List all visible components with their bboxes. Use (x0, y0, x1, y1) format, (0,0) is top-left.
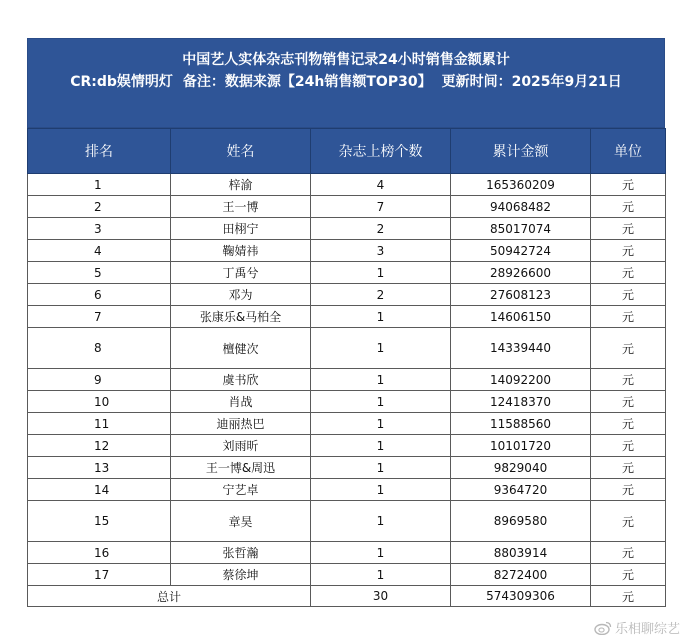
source-note: 备注：数据来源【24h销售额TOP30】 (182, 74, 432, 90)
table-row (28, 369, 666, 391)
table-row (28, 262, 666, 284)
sales-table (27, 128, 666, 607)
amount-cell: 9364720 (451, 479, 591, 501)
unit-cell: 元 (591, 240, 666, 262)
amount-cell: 12418370 (451, 391, 591, 413)
count-cell: 1 (311, 542, 451, 564)
name-cell: 鞠婧祎 (171, 240, 311, 262)
table-row (28, 240, 666, 262)
unit-cell: 元 (591, 284, 666, 306)
table-row (28, 435, 666, 457)
rank-cell: 16 (28, 542, 171, 564)
rank-cell: 12 (28, 435, 171, 457)
name-cell: 刘雨昕 (171, 435, 311, 457)
sales-table-sheet (27, 38, 665, 607)
count-cell: 1 (311, 328, 451, 369)
rank-cell: 5 (28, 262, 171, 284)
update-time: 更新时间：2025年9月21日 (441, 74, 622, 90)
count-cell: 3 (311, 240, 451, 262)
count-cell: 1 (311, 391, 451, 413)
table-row (28, 479, 666, 501)
amount-cell: 50942724 (451, 240, 591, 262)
total-row (28, 586, 666, 607)
count-cell: 1 (311, 564, 451, 586)
column-header-unit: 单位 (591, 129, 666, 174)
table-row (28, 174, 666, 196)
amount-cell: 8969580 (451, 501, 591, 542)
column-header-count: 杂志上榜个数 (311, 129, 451, 174)
rank-cell: 15 (28, 501, 171, 542)
amount-cell: 14092200 (451, 369, 591, 391)
name-cell: 迪丽热巴 (171, 413, 311, 435)
unit-cell: 元 (591, 501, 666, 542)
rank-cell: 2 (28, 196, 171, 218)
name-cell: 梓渝 (171, 174, 311, 196)
amount-cell: 11588560 (451, 413, 591, 435)
rank-cell: 17 (28, 564, 171, 586)
rank-cell: 8 (28, 328, 171, 369)
rank-cell: 11 (28, 413, 171, 435)
total-unit: 元 (591, 586, 666, 607)
table-subtitle (28, 71, 664, 93)
table-row (28, 284, 666, 306)
table-row (28, 391, 666, 413)
count-cell: 2 (311, 218, 451, 240)
name-cell: 田栩宁 (171, 218, 311, 240)
total-label: 总计 (28, 586, 311, 607)
name-cell: 虞书欣 (171, 369, 311, 391)
name-cell: 王一博&周迅 (171, 457, 311, 479)
count-cell: 4 (311, 174, 451, 196)
unit-cell: 元 (591, 218, 666, 240)
rank-cell: 14 (28, 479, 171, 501)
name-cell: 丁禹兮 (171, 262, 311, 284)
name-cell: 王一博 (171, 196, 311, 218)
amount-cell: 8803914 (451, 542, 591, 564)
rank-cell: 9 (28, 369, 171, 391)
name-cell: 章昊 (171, 501, 311, 542)
amount-cell: 94068482 (451, 196, 591, 218)
rank-cell: 10 (28, 391, 171, 413)
count-cell: 1 (311, 306, 451, 328)
table-row (28, 196, 666, 218)
amount-cell: 27608123 (451, 284, 591, 306)
table-row (28, 457, 666, 479)
amount-cell: 165360209 (451, 174, 591, 196)
unit-cell: 元 (591, 369, 666, 391)
table-row (28, 564, 666, 586)
table-row (28, 306, 666, 328)
rank-cell: 7 (28, 306, 171, 328)
title-banner (27, 38, 665, 128)
unit-cell: 元 (591, 306, 666, 328)
name-cell: 张康乐&马柏全 (171, 306, 311, 328)
column-header-amount: 累计金额 (451, 129, 591, 174)
table-title: 中国艺人实体杂志刊物销售记录24小时销售金额累计 (182, 52, 510, 68)
table-row (28, 542, 666, 564)
table-row (28, 413, 666, 435)
column-header-name: 姓名 (171, 129, 311, 174)
name-cell: 张哲瀚 (171, 542, 311, 564)
count-cell: 1 (311, 435, 451, 457)
count-cell: 1 (311, 262, 451, 284)
name-cell: 檀健次 (171, 328, 311, 369)
table-row (28, 328, 666, 369)
total-amount: 574309306 (451, 586, 591, 607)
count-cell: 1 (311, 501, 451, 542)
name-cell: 肖战 (171, 391, 311, 413)
unit-cell: 元 (591, 174, 666, 196)
weibo-icon (594, 621, 612, 635)
rank-cell: 13 (28, 457, 171, 479)
amount-cell: 28926600 (451, 262, 591, 284)
unit-cell: 元 (591, 479, 666, 501)
unit-cell: 元 (591, 435, 666, 457)
watermark-text: 乐相聊综艺 (614, 622, 680, 637)
unit-cell: 元 (591, 196, 666, 218)
rank-cell: 6 (28, 284, 171, 306)
rank-cell: 3 (28, 218, 171, 240)
rank-cell: 4 (28, 240, 171, 262)
unit-cell: 元 (591, 542, 666, 564)
count-cell: 1 (311, 457, 451, 479)
amount-cell: 9829040 (451, 457, 591, 479)
rank-cell: 1 (28, 174, 171, 196)
count-cell: 2 (311, 284, 451, 306)
column-header-rank: 排名 (28, 129, 171, 174)
amount-cell: 8272400 (451, 564, 591, 586)
amount-cell: 10101720 (451, 435, 591, 457)
count-cell: 7 (311, 196, 451, 218)
count-cell: 1 (311, 369, 451, 391)
unit-cell: 元 (591, 457, 666, 479)
unit-cell: 元 (591, 328, 666, 369)
table-row (28, 218, 666, 240)
count-cell: 1 (311, 413, 451, 435)
unit-cell: 元 (591, 262, 666, 284)
total-count: 30 (311, 586, 451, 607)
table-row (28, 501, 666, 542)
name-cell: 宁艺卓 (171, 479, 311, 501)
name-cell: 蔡徐坤 (171, 564, 311, 586)
amount-cell: 85017074 (451, 218, 591, 240)
unit-cell: 元 (591, 391, 666, 413)
name-cell: 邓为 (171, 284, 311, 306)
weibo-watermark (594, 618, 680, 637)
amount-cell: 14606150 (451, 306, 591, 328)
credit-text: CR:db娱情明灯 (70, 74, 173, 90)
unit-cell: 元 (591, 413, 666, 435)
count-cell: 1 (311, 479, 451, 501)
column-header-row (28, 129, 666, 174)
amount-cell: 14339440 (451, 328, 591, 369)
unit-cell: 元 (591, 564, 666, 586)
